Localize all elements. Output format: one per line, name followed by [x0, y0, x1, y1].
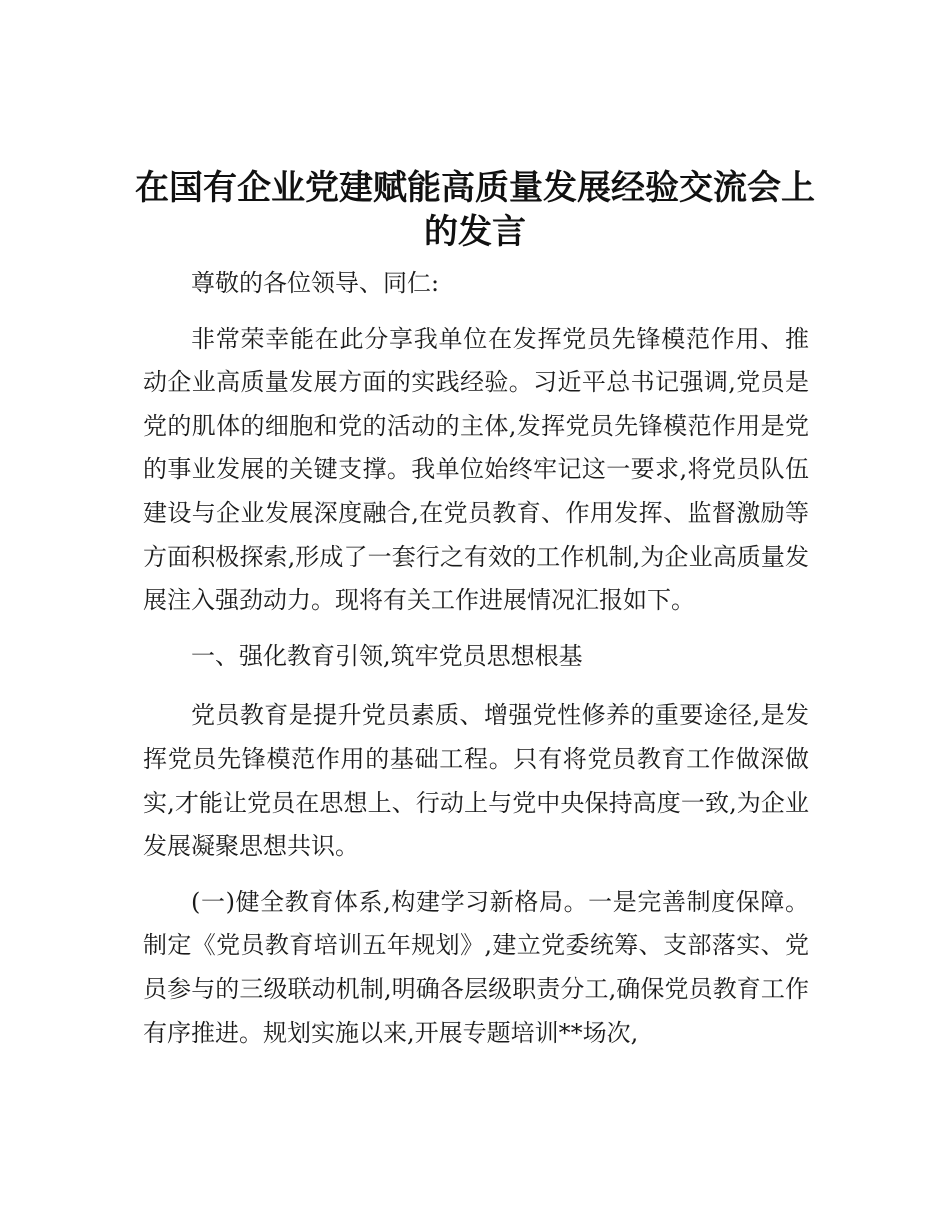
- section-1-paragraph: 党员教育是提升党员素质、增强党性修养的重要途径,是发挥党员先锋模范作用的基础工程。只有将党员教育工作做深做实,才能让党员在思想上、行动上与党中央保持高度一致,为企业发展凝聚思想共识。: [143, 701, 809, 861]
- salutation: 尊敬的各位领导、同仁:: [191, 269, 440, 297]
- document-body: [143, 262, 809, 1055]
- section-heading-1: 一、强化教育引领,筑牢党员思想根基: [191, 641, 583, 670]
- intro-paragraph: 非常荣幸能在此分享我单位在发挥党员先锋模范作用、推动企业高质量发展方面的实践经验。习近平总书记强调,党员是党的肌体的细胞和党的活动的主体,发挥党员先锋模范作用是党的事业发展的关键支撑。我单位始终牢记这一要求,将党员队伍建设与企业发展深度融合,在党员教育、作用发挥、监督激励等方面积极探索,形成了一套行之有效的工作机制,为企业高质量发展注入强劲动力。现将有关工作进展情况汇报如下。: [143, 324, 809, 615]
- subsection-1-paragraph: (一)健全教育体系,构建学习新格局。一是完善制度保障。制定《党员教育培训五年规划》,建立党委统筹、支部落实、党员参与的三级联动机制,明确各层级职责分工,确保党员教育工作有序推进。规划实施以来,开展专题培训**场次,: [143, 887, 809, 1047]
- document-title: 在国有企业党建赋能高质量发展经验交流会上的发言: [135, 168, 815, 252]
